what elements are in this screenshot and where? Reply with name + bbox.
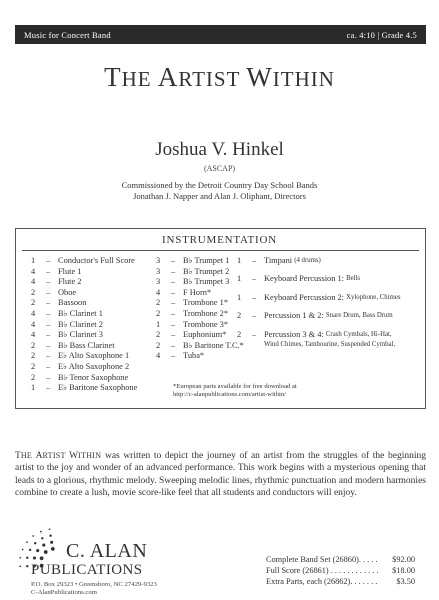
part-row: 1 – Conductor's Full Score	[31, 256, 135, 265]
divider	[22, 250, 419, 251]
logo-publications: PUBLICATIONS	[31, 562, 143, 578]
series-label: Music for Concert Band	[24, 29, 111, 40]
price-list	[266, 555, 415, 587]
part-row: 2 – Oboe	[31, 287, 77, 297]
duration-grade: ca. 4:10 | Grade 4.5	[346, 29, 417, 40]
logo-dot	[26, 565, 28, 567]
part-row: 3 – B♭ Trumpet 1	[156, 256, 230, 265]
part-row: 2 – B♭ Bass Clarinet	[31, 340, 115, 350]
price-row: Extra Parts, each (26862). . . . . . . $3.50	[266, 576, 415, 586]
instrumentation-column-percussion	[237, 256, 400, 359]
part-row: 2 – B♭ Tenor Saxophone	[31, 372, 129, 382]
publisher-website[interactable]: C-AlanPublications.com	[31, 589, 97, 597]
logo-dot	[22, 549, 24, 551]
logo-dot	[33, 556, 36, 559]
price-row: Full Score (26861) . . . . . . . . . . . . $18.00	[266, 565, 415, 575]
commission-text: Commissioned by the Detroit Country Day School Bands Jonathan J. Napper and Alan J. Oliphant, Directors	[121, 180, 318, 201]
piece-title: THE ARTIST WITHIN	[104, 62, 335, 92]
logo-dot	[42, 544, 45, 547]
logo-dot	[40, 531, 42, 533]
part-row: 3 – B♭ Trumpet 2	[156, 266, 230, 276]
part-row: 1 – E♭ Baritone Saxophone	[31, 383, 138, 393]
part-row: 2 – E♭ Alto Saxophone 1	[31, 351, 130, 361]
part-row: 1 – Timpani (4 drums)	[237, 256, 321, 265]
description-title: THE ARTIST WITHIN	[15, 451, 102, 461]
part-row: 4 – Tuba*	[156, 351, 205, 361]
publisher-address: P.O. Box 29323 • Greensboro, NC 27429-9323 C-AlanPublications.com	[31, 581, 157, 597]
part-row-continued: Wind Chimes, Tambourine, Suspended Cymbal,	[264, 341, 396, 349]
download-link[interactable]: http://c-alanpublications.com/artist-within/	[173, 391, 286, 399]
logo-dot	[34, 542, 36, 544]
instrumentation-heading: INSTRUMENTATION	[161, 234, 277, 246]
part-row: 4 – Flute 2	[31, 277, 82, 287]
part-row: 2 – Trombone 1*	[156, 298, 229, 308]
description-paragraph: THE ARTIST WITHIN was written to depict the journey of an artist from the struggles of the beginning artist to the joy and wonder of an advanced performance. This work begins with a mysterious opening that leads to a glorious, rhythmic melody. Sweeping melodic lines, rhythmic punctuation and modern harmonies combine to create a lush, movie score-like feel that all students and conductors will enjoy.	[15, 451, 426, 499]
logo-dot	[32, 535, 34, 537]
logo-dot	[49, 528, 51, 530]
publisher-logo	[15, 518, 175, 598]
logo-dot	[41, 537, 43, 539]
logo-dot	[49, 535, 51, 537]
part-row: 1 – Keyboard Percussion 1: Bells	[237, 274, 361, 284]
instrumentation-column-woodwinds	[31, 256, 137, 394]
logo-dot	[44, 550, 48, 554]
part-row: 4 – F Horn*	[156, 287, 212, 297]
logo-name: C. ALAN	[66, 540, 148, 562]
part-row: 2 – Trombone 2*	[156, 308, 229, 318]
part-row: 4 – B♭ Clarinet 1	[31, 308, 103, 318]
part-row: 3 – B♭ Trumpet 3	[156, 277, 230, 287]
part-row: 4 – B♭ Clarinet 3	[31, 330, 103, 340]
price-row: Complete Band Set (26860). . . . . $92.00	[266, 555, 415, 564]
part-row: 4 – Flute 1	[31, 266, 82, 276]
part-row: 2 – Percussion 1 & 2: Snare Drum, Bass Drum	[237, 311, 393, 321]
part-row: 1 – Keyboard Percussion 2: Xylophone, Chimes	[237, 292, 401, 302]
logo-dot	[29, 549, 31, 551]
part-row: 2 – B♭ Baritone T.C.*	[156, 340, 244, 350]
logo-dot	[36, 549, 39, 552]
composer-affiliation: (ASCAP)	[203, 164, 236, 173]
european-parts-note: *European parts available for free download at http://c-alanpublications.com/artist-within/	[173, 383, 297, 399]
part-row: 2 – E♭ Alto Saxophone 2	[31, 361, 130, 371]
logo-dot	[51, 547, 55, 551]
logo-dot	[19, 557, 21, 559]
part-row: 2 – Percussion 3 & 4: Crash Cymbals, Hi-Hat,	[237, 329, 392, 339]
header-bar	[15, 25, 426, 44]
part-row: 4 – B♭ Clarinet 2	[31, 319, 103, 329]
part-row: 1 – Trombone 3*	[156, 319, 229, 329]
logo-dot	[40, 556, 44, 560]
logo-dot	[19, 565, 21, 567]
instrumentation-column-brass	[156, 256, 244, 362]
logo-dot	[50, 541, 53, 544]
part-row: 2 – Bassoon	[31, 298, 87, 308]
logo-dot	[26, 557, 28, 559]
logo-dot	[26, 541, 28, 543]
part-row: 2 – Euphonium*	[156, 330, 227, 340]
composer-name: Joshua V. Hinkel	[155, 139, 284, 160]
